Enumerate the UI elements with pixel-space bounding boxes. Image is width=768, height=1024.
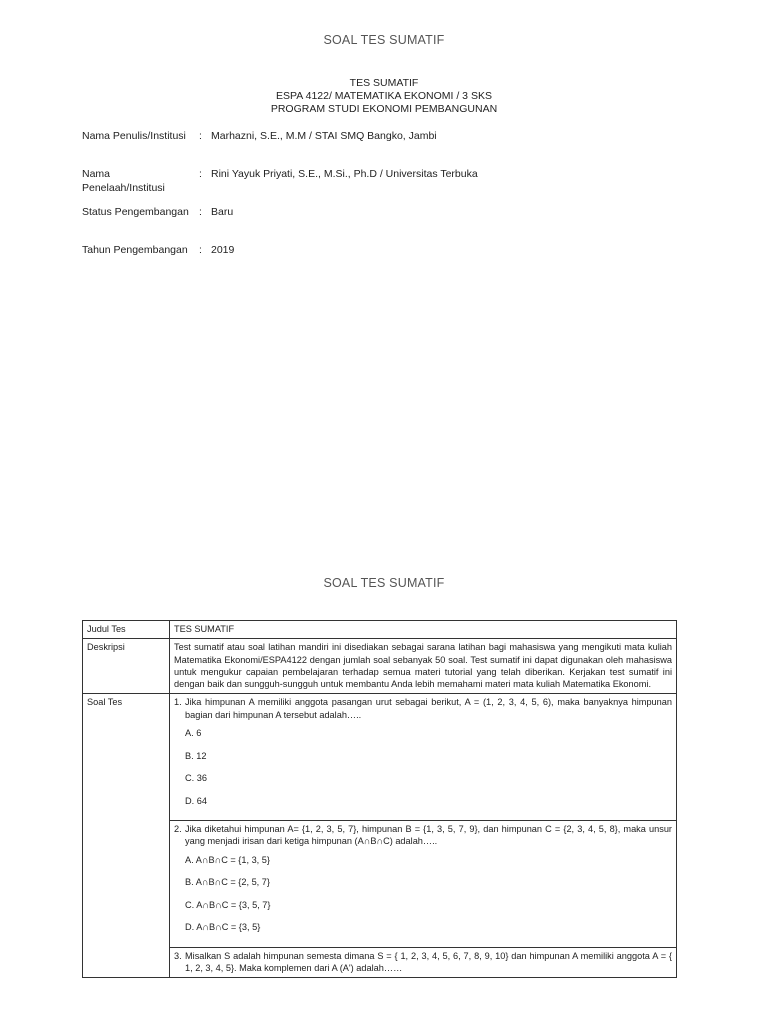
meta-colon: : — [199, 244, 202, 256]
question-number: 3. — [174, 950, 182, 961]
table-row-soal-1 — [83, 694, 677, 821]
judul-label: Judul Tes — [83, 621, 170, 639]
table-row-soal-2 — [83, 821, 677, 948]
question-1 — [170, 694, 677, 821]
question-text: Jika diketahui himpunan A= {1, 2, 3, 5, 7}, himpunan B = {1, 3, 5, 7, 9}, dan himpunan C = {2, 3, 4, 5, 8}, maka unsur yang menjadi irisan dari ketiga himpunan (A∩B∩C) adalah….. — [185, 824, 672, 847]
option-c: C. 36 — [185, 773, 207, 784]
option-b: B. 12 — [185, 750, 207, 761]
table-row-deskripsi — [83, 639, 677, 694]
question-3 — [170, 947, 677, 978]
question-text: Jika himpunan A memiliki anggota pasangan urut sebagai berikut, A = (1, 2, 3, 4, 5, 6), maka banyaknya himpunan bagian dari himpunan A tersebut adalah….. — [185, 697, 672, 720]
meta-label: Status Pengembangan — [82, 206, 189, 218]
meta-value: 2019 — [211, 244, 235, 256]
option-d: D. A∩B∩C = {3, 5} — [185, 922, 261, 933]
meta-colon: : — [199, 206, 202, 218]
meta-value: Marhazni, S.E., M.M / STAI SMQ Bangko, Jambi — [211, 130, 437, 142]
test-table — [82, 620, 677, 978]
meta-value: Baru — [211, 206, 234, 218]
course-info — [0, 77, 768, 116]
meta-label: Tahun Pengembangan — [82, 244, 188, 256]
deskripsi-label: Deskripsi — [83, 639, 170, 694]
question-2 — [170, 821, 677, 948]
meta-label: Nama Penelaah/Institusi — [82, 168, 165, 194]
option-a: A. 6 — [185, 728, 202, 739]
course-line-2: ESPA 4122/ MATEMATIKA EKONOMI / 3 SKS — [276, 90, 492, 102]
section-title: SOAL TES SUMATIF — [323, 576, 445, 590]
course-line-1: TES SUMATIF — [349, 77, 419, 89]
page-header-title: SOAL TES SUMATIF — [323, 33, 445, 47]
question-number: 1. — [174, 697, 182, 708]
option-a: A. A∩B∩C = {1, 3, 5} — [185, 854, 270, 865]
meta-colon: : — [199, 130, 202, 142]
course-line-3: PROGRAM STUDI EKONOMI PEMBANGUNAN — [270, 103, 498, 115]
judul-value: TES SUMATIF — [170, 621, 677, 639]
option-d: D. 64 — [185, 795, 207, 806]
table-row-judul — [83, 621, 677, 639]
meta-colon: : — [199, 168, 202, 180]
soal-label: Soal Tes — [83, 694, 170, 978]
table-row-soal-3 — [83, 947, 677, 978]
deskripsi-value: Test sumatif atau soal latihan mandiri ini disediakan sebagai sarana latihan bagi mahasiswa yang mengikuti mata kuliah Matematika Ekonomi/ESPA4122 dengan jumlah soal sebanyak 50 soal. Test sumatif ini dapat digunakan oleh mahasiswa untuk mengukur capaian pembelajaran terhadap semua materi tutorial yang telah diberikan. Kerjakan test sumatif ini dengan baik dan sungguh-sungguh untuk membantu Anda lebih memahami materi mata kuliah Matematika Ekonomi. — [170, 639, 677, 694]
meta-label: Nama Penulis/Institusi — [82, 130, 186, 142]
option-b: B. A∩B∩C = {2, 5, 7} — [185, 877, 270, 888]
meta-value: Rini Yayuk Priyati, S.E., M.Si., Ph.D / Universitas Terbuka — [211, 168, 478, 180]
option-c: C. A∩B∩C = {3, 5, 7} — [185, 899, 271, 910]
question-number: 2. — [174, 824, 182, 835]
question-text: Misalkan S adalah himpunan semesta dimana S = { 1, 2, 3, 4, 5, 6, 7, 8, 9, 10} dan himpunan A memiliki anggota A = { 1, 2, 3, 4, 5}. Maka komplemen dari A (A') adalah…… — [185, 950, 672, 973]
